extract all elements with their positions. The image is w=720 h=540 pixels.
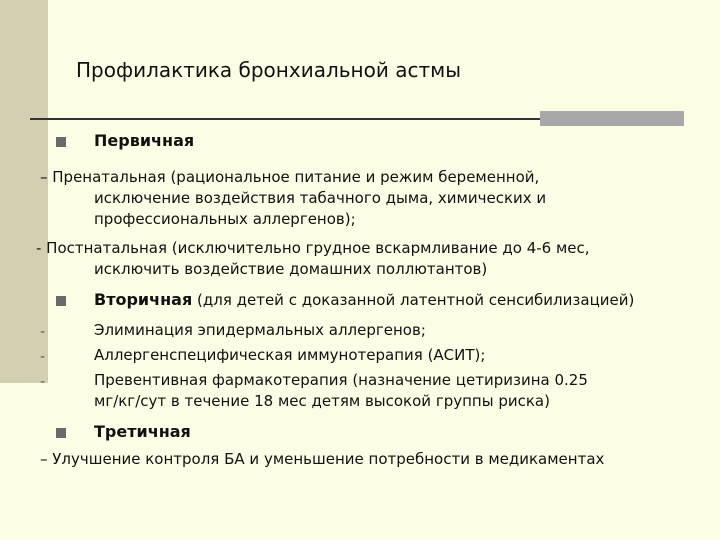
- square-bullet-icon: [56, 137, 66, 147]
- secondary-item-3-line-1: Превентивная фармакотерапия (назначение цетиризина 0.25: [94, 371, 588, 389]
- secondary-heading-row: [94, 289, 634, 311]
- primary-item-2-line-2: исключить воздействие домашних поллютантов): [94, 260, 488, 278]
- secondary-item-3-line-2: мг/кг/сут в течение 18 мес детям высокой группы риска): [94, 392, 550, 410]
- primary-item-1-line-3: профессиональных аллергенов);: [94, 210, 356, 228]
- secondary-item-2: Аллергенспецифическая иммунотерапия (АСИТ);: [94, 346, 486, 364]
- tertiary-item-1: – Улучшение контроля БА и уменьшение потребности в медикаментах: [40, 450, 605, 468]
- slide-title: Профилактика бронхиальной астмы: [76, 58, 461, 82]
- secondary-item-1: Элиминация эпидермальных аллергенов;: [94, 321, 426, 339]
- primary-item-2-line-1: - Постнатальная (исключительно грудное вскармливание до 4-6 мес,: [36, 239, 590, 257]
- primary-heading: Первичная: [94, 131, 195, 150]
- square-bullet-icon: [56, 296, 66, 306]
- secondary-heading-note: (для детей с доказанной латентной сенсибилизацией): [197, 291, 635, 309]
- tertiary-heading: Третичная: [94, 422, 191, 441]
- title-divider-accent: [540, 111, 684, 126]
- primary-item-1-line-1: – Пренатальная (рациональное питание и режим беременной,: [40, 168, 540, 186]
- square-bullet-icon: [56, 428, 66, 438]
- dash-marker: -: [40, 349, 46, 365]
- dash-marker: -: [40, 374, 46, 390]
- secondary-heading: Вторичная: [94, 290, 193, 309]
- dash-marker: -: [40, 324, 46, 340]
- primary-item-1-line-2: исключение воздействия табачного дыма, химических и: [94, 189, 547, 207]
